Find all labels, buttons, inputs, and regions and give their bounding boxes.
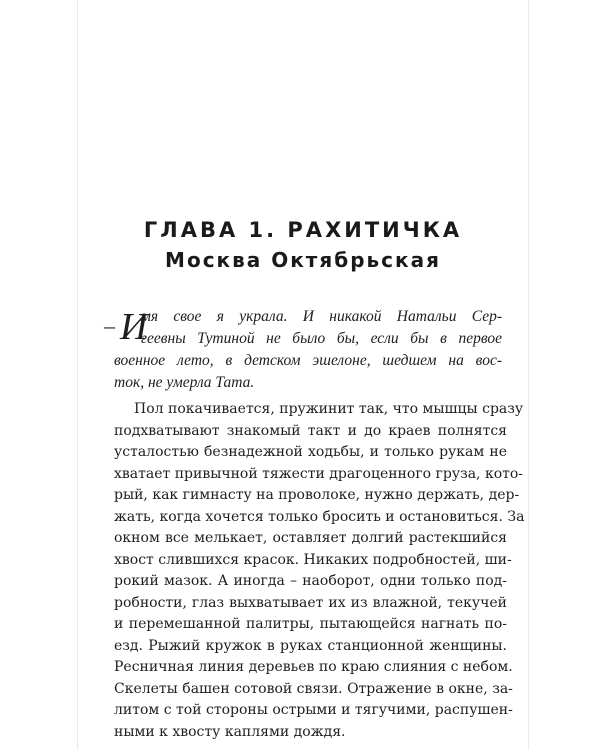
- epigraph-line: мя свое я украла. И никакой Натальи Сер-: [141, 308, 502, 325]
- body-line: Пол покачивается, пружинит так, что мышцы сразу: [134, 401, 524, 417]
- book-page: [77, 0, 529, 750]
- body-line: окном все мелькает, оставляет долгий растекшийся: [114, 530, 507, 546]
- body-line: подхватывают знакомый такт и до краев полнятся: [114, 422, 507, 439]
- body-line: хватает привычной тяжести драгоценного груза, кото-: [114, 465, 524, 482]
- epigraph-dash: –: [104, 313, 115, 338]
- chapter-title: ГЛАВА 1. РАХИТИЧКА: [143, 218, 463, 242]
- epigraph-drop-cap: И: [120, 306, 148, 348]
- body-line: езд. Рыжий кружок в руках станционной женщины.: [114, 637, 507, 654]
- body-line: Скелеты башен сотовой связи. Отражение в окне, за-: [114, 680, 513, 697]
- epigraph-line: геевны Тутиной не было бы, если бы в первое: [141, 330, 502, 347]
- epigraph-line: военное лето, в детском эшелоне, шедшем на вос-: [114, 352, 502, 369]
- body-line: литом с той стороны острыми и тягучими, распушен-: [114, 702, 513, 718]
- body-line: жать, когда хочется только бросить и остановиться. За: [114, 508, 525, 525]
- body-line: рый, как гимнасту на проволоке, нужно держать, дер-: [114, 487, 520, 503]
- body-line: рокий мазок. А иногда – наоборот, одни только под-: [114, 573, 507, 589]
- body-line: и перемешанной палитры, пытающейся нагнать по-: [114, 616, 507, 632]
- body-line: Ресничная линия деревьев по краю слияния с небом.: [114, 659, 513, 675]
- epigraph-line: ток, не умерла Тата.: [114, 374, 255, 391]
- body-line: усталостью безнадежной ходьбы, и только рукам не: [114, 444, 507, 460]
- chapter-subtitle: Москва Октябрьская: [165, 248, 441, 272]
- body-line: хвост слившихся красок. Никаких подробностей, ши-: [114, 551, 512, 568]
- body-line: робности, глаз выхватывает их из влажной, текучей: [114, 594, 507, 611]
- body-line: ными к хвосту каплями дождя.: [114, 723, 346, 740]
